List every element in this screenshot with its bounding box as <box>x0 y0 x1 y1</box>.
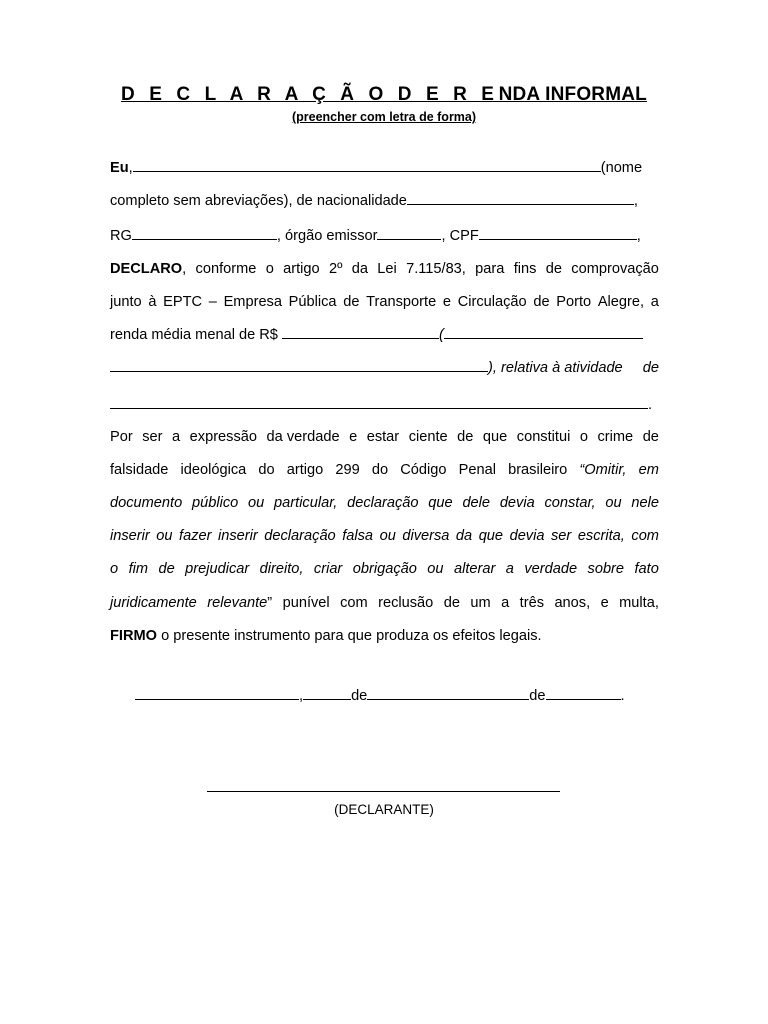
word: punível <box>282 595 330 611</box>
word: artigo <box>286 462 324 478</box>
word: fato <box>634 561 659 577</box>
word: constar, <box>544 495 596 511</box>
word: Por <box>110 429 133 445</box>
word: público <box>192 495 239 511</box>
word: nele <box>631 495 659 511</box>
word: um <box>470 595 491 611</box>
word: crime <box>597 429 634 445</box>
word: de <box>443 595 460 611</box>
word: o <box>579 429 588 445</box>
word: 7.115/83, <box>406 261 466 277</box>
cpf-label: , CPF <box>441 228 479 244</box>
orgao-emissor-field[interactable] <box>377 225 441 240</box>
date-de-1: de <box>351 688 368 704</box>
word: de <box>545 261 562 277</box>
word: alterar <box>453 561 496 577</box>
line-eptc <box>110 291 659 313</box>
year-field[interactable] <box>546 685 621 700</box>
word: ou <box>427 561 444 577</box>
word: ser <box>551 528 572 544</box>
word: – <box>208 294 217 310</box>
word: a <box>650 294 659 310</box>
line-declaro <box>110 258 659 280</box>
title-spaced: D E C L A R A Ç Ã O D E R E <box>121 84 499 105</box>
word: 299 <box>335 462 360 478</box>
word: ciente <box>408 429 448 445</box>
word: constitui <box>516 429 571 445</box>
word: a <box>505 561 514 577</box>
word: o <box>110 561 119 577</box>
document-title <box>0 84 768 106</box>
renda-valor-field[interactable] <box>282 324 439 339</box>
word: estar <box>366 429 400 445</box>
word: de <box>642 429 659 445</box>
word: artigo <box>283 261 320 277</box>
firmo-text: o presente instrumento para que produza os efeitos legais. <box>157 628 542 644</box>
word: ou <box>248 495 265 511</box>
word: sobre <box>587 561 625 577</box>
word: direito, <box>259 561 304 577</box>
line-documento <box>110 492 659 514</box>
word: criar <box>313 561 343 577</box>
eu-comma: , <box>128 160 133 176</box>
line-atividade-field <box>110 394 659 416</box>
word: do <box>258 462 275 478</box>
word: reclusão <box>378 595 434 611</box>
word: de <box>533 294 550 310</box>
atividade-label: , relativa à atividade <box>492 360 623 376</box>
nationality-label: completo sem abreviações), de nacionalidade <box>110 193 407 209</box>
day-field[interactable] <box>303 685 351 700</box>
line-por-ser <box>110 426 659 448</box>
line-nationality <box>110 190 659 212</box>
signature-line[interactable] <box>207 791 560 792</box>
word: Transporte <box>366 294 437 310</box>
word: que <box>482 429 508 445</box>
orgao-label: , órgão emissor <box>276 228 378 244</box>
renda-extenso-field[interactable] <box>444 324 643 339</box>
paren-close: ) <box>488 360 493 376</box>
word: e <box>600 595 609 611</box>
word: particular, <box>274 495 338 511</box>
line-documents <box>110 225 659 247</box>
word: conforme <box>195 261 257 277</box>
word: juridicamente <box>110 595 197 611</box>
word: fim <box>128 561 149 577</box>
word: Porto <box>556 294 592 310</box>
quote-start: “Omitir, <box>579 462 627 478</box>
title-rest: NDA INFORMAL <box>498 84 647 105</box>
word: de <box>158 561 175 577</box>
word: anos, <box>554 595 591 611</box>
word: ou <box>156 528 173 544</box>
word: ideológica <box>180 462 247 478</box>
word: declaração <box>347 495 419 511</box>
month-field[interactable] <box>367 685 529 700</box>
word: fins <box>513 261 537 277</box>
word: prejudicar <box>185 561 250 577</box>
line-firmo <box>110 625 659 647</box>
word: multa, <box>619 595 659 611</box>
word: escrita, <box>577 528 625 544</box>
word: ou <box>605 495 622 511</box>
word: e <box>442 294 451 310</box>
word: em <box>638 462 659 478</box>
date-end: . <box>620 688 625 704</box>
renda-label: renda média menal de R$ <box>110 327 278 343</box>
word: Empresa <box>223 294 282 310</box>
word: diversa <box>402 528 450 544</box>
eu-label: Eu <box>110 160 129 176</box>
atividade-end: . <box>648 397 653 413</box>
word: que <box>478 528 504 544</box>
nationality-field[interactable] <box>407 190 634 205</box>
word: fazer <box>179 528 212 544</box>
word: com <box>340 595 368 611</box>
word: com <box>631 528 659 544</box>
word: EPTC <box>163 294 203 310</box>
word: junto <box>110 294 142 310</box>
line-inserir <box>110 525 659 547</box>
nationality-end: , <box>633 193 638 209</box>
word: documento <box>110 495 183 511</box>
word: ou <box>379 528 396 544</box>
nome-label: (nome <box>600 160 643 176</box>
word: verdade <box>524 561 578 577</box>
word: de <box>343 294 360 310</box>
word: Pública <box>288 294 337 310</box>
word: relevante <box>207 595 268 611</box>
word: dele <box>462 495 491 511</box>
declaro-group <box>110 258 186 280</box>
word: falsa <box>342 528 374 544</box>
line-fim <box>110 558 659 580</box>
word: Penal <box>458 462 496 478</box>
word: três <box>519 595 544 611</box>
word: falsidade <box>110 462 169 478</box>
line-juridicamente <box>110 592 659 614</box>
word: a <box>172 429 181 445</box>
cpf-end: , <box>636 228 641 244</box>
line-falsidade <box>110 459 659 481</box>
signature-label: (DECLARANTE) <box>334 802 434 817</box>
word: da <box>351 261 368 277</box>
word: para <box>475 261 505 277</box>
renda-extenso-field-cont[interactable] <box>110 357 488 372</box>
word: brasileiro <box>508 462 568 478</box>
line-renda <box>110 324 659 346</box>
word: Lei <box>377 261 397 277</box>
word: que <box>428 495 453 511</box>
close-quote: ” <box>267 595 273 611</box>
word: à <box>148 294 157 310</box>
word: comprovação <box>571 261 659 277</box>
word: da <box>455 528 473 544</box>
de-word: de <box>642 360 659 376</box>
paren-open: ( <box>439 327 444 343</box>
word: inserir <box>110 528 150 544</box>
word: a <box>501 595 510 611</box>
line-atividade <box>110 357 659 379</box>
rg-field[interactable] <box>132 225 277 240</box>
word: devia <box>499 495 535 511</box>
declaro-word: DECLARO <box>110 261 183 277</box>
date-line <box>135 685 625 707</box>
word: Circulação <box>457 294 527 310</box>
word: declaração <box>264 528 336 544</box>
relevante-group <box>207 592 272 614</box>
cpf-field[interactable] <box>479 225 637 240</box>
word: de <box>457 429 474 445</box>
atividade-field[interactable] <box>110 394 648 409</box>
word: da verdade <box>266 429 340 445</box>
word: Código <box>400 462 447 478</box>
firmo-word: FIRMO <box>110 628 158 644</box>
word: devia <box>509 528 545 544</box>
date-de-2: de <box>529 688 546 704</box>
date-comma: , <box>299 688 304 704</box>
rg-label: RG <box>110 228 132 244</box>
word: , <box>182 261 187 277</box>
city-field[interactable] <box>135 685 299 700</box>
word: ser <box>142 429 163 445</box>
word: e <box>349 429 358 445</box>
document-subtitle: (preencher com letra de forma) <box>291 110 477 124</box>
word: expressão <box>189 429 258 445</box>
word: 2º <box>328 261 343 277</box>
word: Alegre, <box>597 294 645 310</box>
word: inserir <box>218 528 258 544</box>
full-name-field[interactable] <box>133 157 601 172</box>
word: o <box>265 261 274 277</box>
word: do <box>371 462 389 478</box>
word: obrigação <box>352 561 417 577</box>
line-name <box>110 157 659 179</box>
